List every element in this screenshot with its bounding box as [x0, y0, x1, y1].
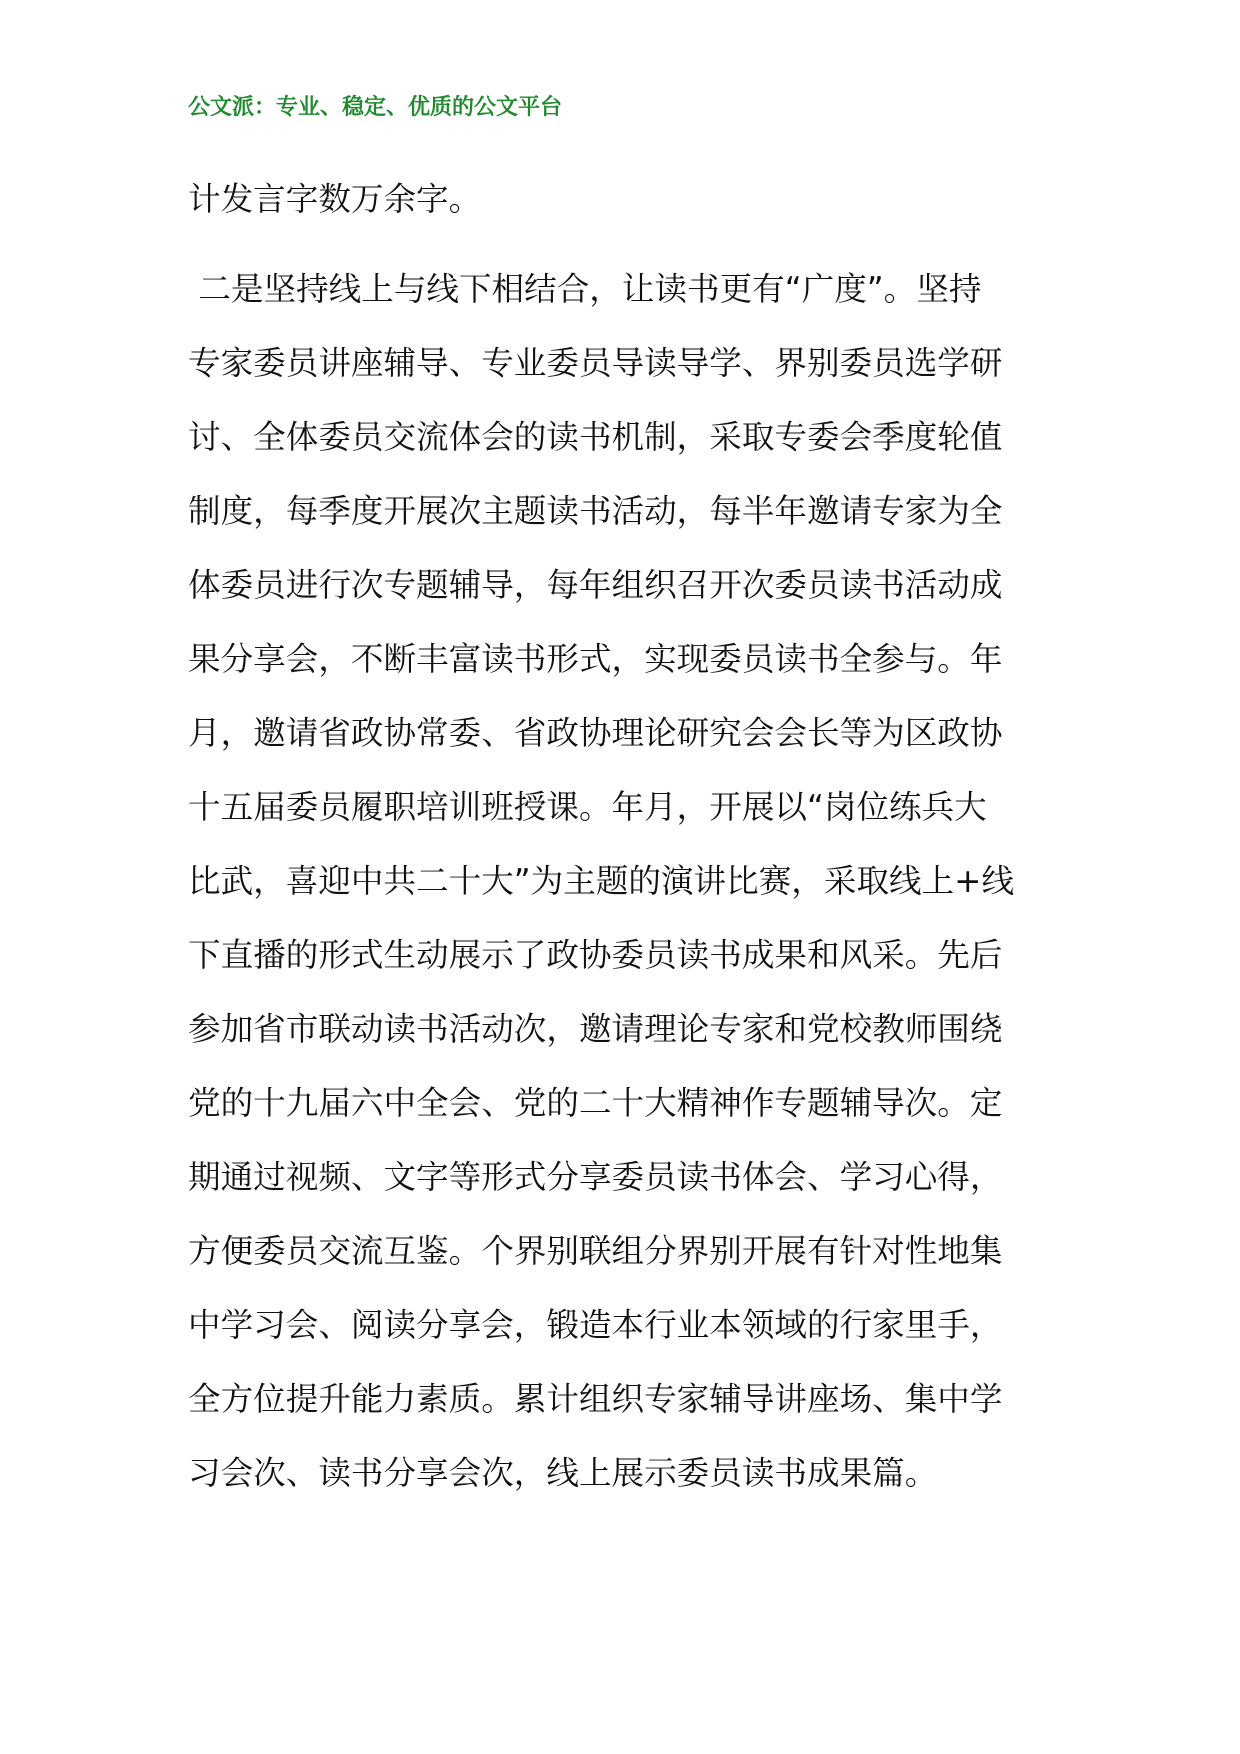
text-line: 十五届委员履职培训班授课。年月，开展以“岗位练兵大: [188, 788, 987, 826]
text-line: 党的十九届六中全会、党的二十大精神作专题辅导次。定: [188, 1084, 1003, 1122]
text-line: 月，邀请省政协常委、省政协理论研究会会长等为区政协: [188, 714, 1003, 752]
text-line: 下直播的形式生动展示了政协委员读书成果和风采。先后: [188, 936, 1003, 974]
text-line: 参加省市联动读书活动次，邀请理论专家和党校教师围绕: [188, 1010, 1003, 1048]
text-line: 二是坚持线上与线下相结合，让读书更有“广度”。坚持: [188, 270, 982, 308]
text-line: 果分享会，不断丰富读书形式，实现委员读书全参与。年: [188, 640, 1003, 678]
text-line: 专家委员讲座辅导、专业委员导读导学、界别委员选学研: [188, 344, 1003, 382]
text-line: 全方位提升能力素质。累计组织专家辅导讲座场、集中学: [188, 1380, 1003, 1418]
text-line: 习会次、读书分享会次，线上展示委员读书成果篇。: [188, 1454, 938, 1492]
text-line: 期通过视频、文字等形式分享委员读书体会、学习心得，: [188, 1158, 1003, 1196]
text-line: 比武，喜迎中共二十大”为主题的演讲比赛，采取线上+线: [188, 862, 1015, 900]
text-line: 体委员进行次专题辅导，每年组织召开次委员读书活动成: [188, 566, 1003, 604]
text-line: 中学习会、阅读分享会，锻造本行业本领域的行家里手，: [188, 1306, 1003, 1344]
text-line: 计发言字数万余字。: [188, 180, 482, 218]
body-paragraph: [188, 252, 1060, 1510]
text-line: 讨、全体委员交流体会的读书机制，采取专委会季度轮值: [188, 418, 1003, 456]
site-header-title: 公文派：专业、稳定、优质的公文平台: [188, 95, 563, 120]
text-line: 制度，每季度开展次主题读书活动，每半年邀请专家为全: [188, 492, 1003, 530]
continuation-text: [188, 162, 1060, 236]
text-line: 方便委员交流互鉴。个界别联组分界别开展有针对性地集: [188, 1232, 1003, 1270]
